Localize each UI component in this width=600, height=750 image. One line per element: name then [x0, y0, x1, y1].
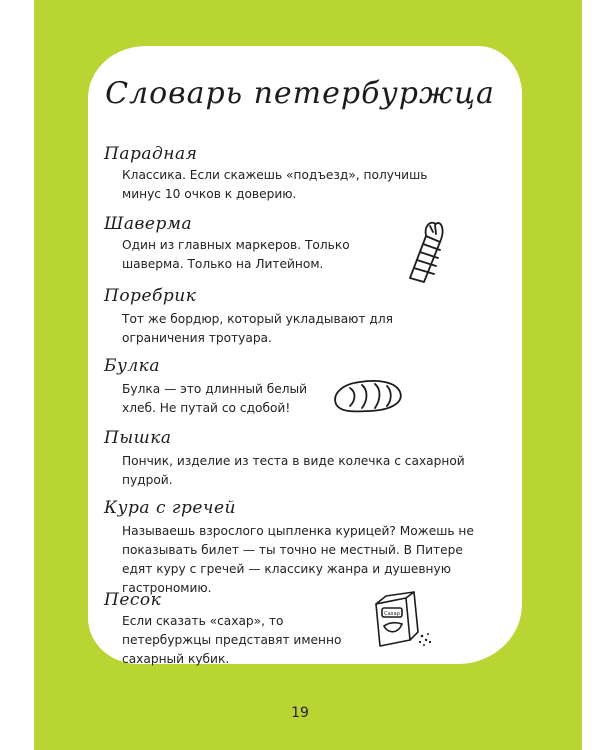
term-pesok: Песок: [104, 590, 162, 610]
term-shaverma: Шаверма: [104, 214, 193, 234]
term-bulka: Булка: [104, 356, 160, 376]
term-porebrik: Поребрик: [104, 286, 197, 306]
bread-loaf-illustration-icon: [330, 376, 404, 416]
definition-bulka: Булка — это длинный белый хлеб. Не путай со сдобой!: [122, 382, 308, 415]
sugar-box-label: Сахар: [384, 611, 400, 617]
term-pyshka: Пышка: [104, 428, 172, 448]
definition-kura-s-grechey: Называешь взрослого цыпленка курицей? Можешь не показывать билет — ты точно не местный. В Питере едят куру с гречей — классику жанра и душевную гастрономию.: [122, 524, 474, 595]
sugar-box-illustration-icon: [370, 590, 436, 650]
shawarma-illustration-icon: [400, 216, 446, 284]
term-kura-s-grechey: Кура с гречей: [104, 498, 236, 518]
page-title: Словарь петербуржца: [105, 76, 495, 111]
definition-pesok: Если сказать «сахар», то петербуржцы представят именно сахарный кубик.: [122, 614, 342, 666]
definition-shaverma: Один из главных маркеров. Только шаверма. Только на Литейном.: [122, 238, 350, 271]
page-number: 19: [291, 705, 309, 721]
definition-paradnaya: Классика. Если скажешь «подъезд», получишь минус 10 очков к доверию.: [122, 168, 428, 201]
term-paradnaya: Парадная: [104, 144, 198, 164]
definition-porebrik: Тот же бордюр, который укладывают для ограничения тротуара.: [122, 312, 393, 345]
definition-pyshka: Пончик, изделие из теста в виде колечка с сахарной пудрой.: [122, 454, 465, 487]
